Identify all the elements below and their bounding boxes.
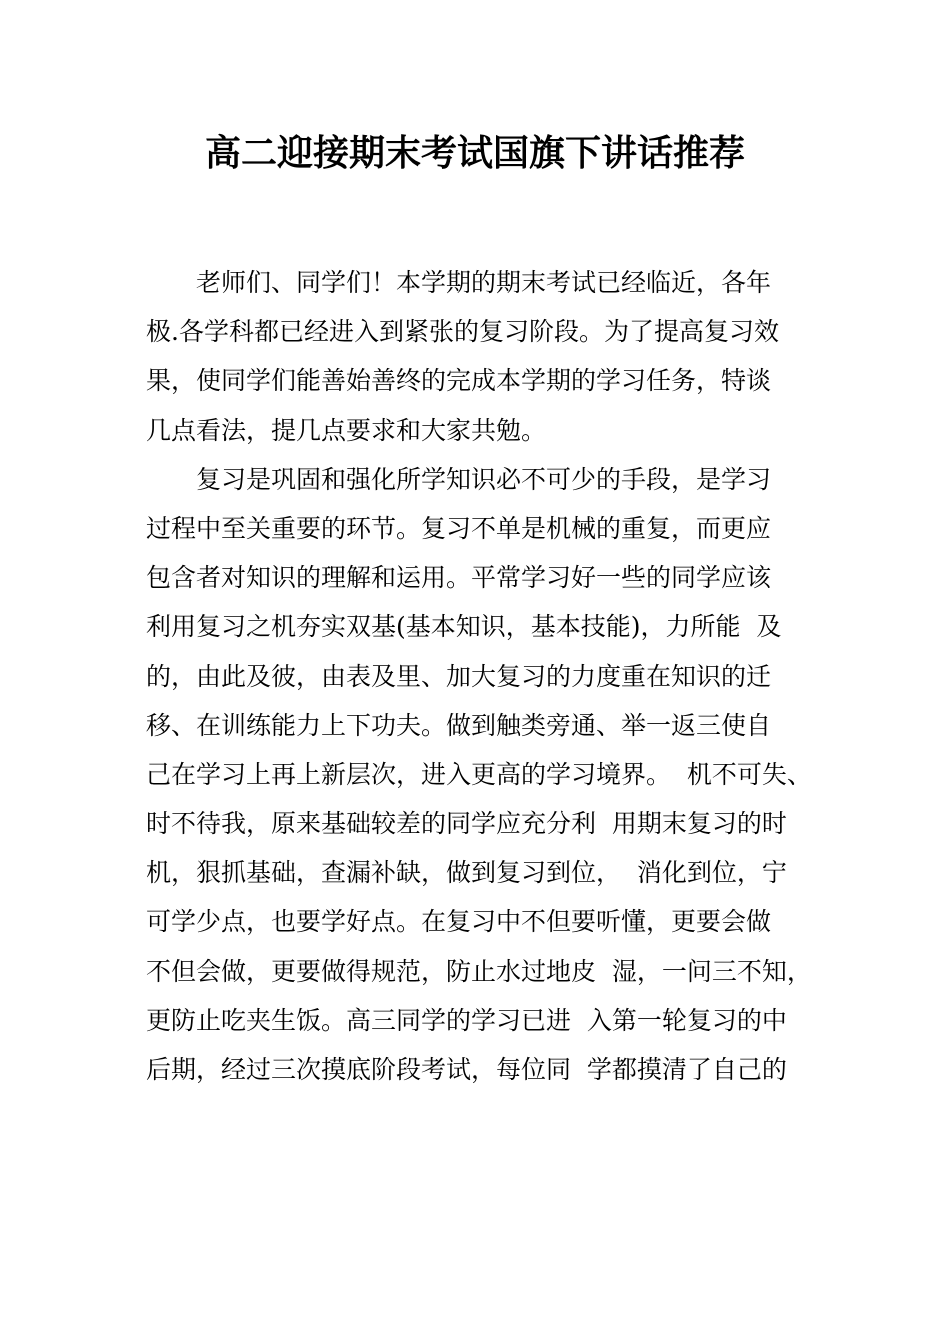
text-line: 的，由此及彼，由表及里、加大复习的力度重在知识的迁 bbox=[146, 661, 772, 691]
text-line: 利用复习之机夯实双基(基本知识，基本技能)，力所能 及 bbox=[146, 612, 782, 642]
text-line: 己在学习上再上新层次，进入更高的学习境界。 机不可失、 bbox=[146, 759, 812, 789]
text-line: 果，使同学们能善始善终的完成本学期的学习任务，特谈 bbox=[146, 366, 772, 396]
text-line: 不但会做，更要做得规范，防止水过地皮 湿，一问三不知， bbox=[146, 956, 812, 986]
text-line: 几点看法，提几点要求和大家共勉。 bbox=[146, 415, 547, 445]
text-line: 老师们、同学们！本学期的期末考试已经临近，各年 bbox=[196, 268, 772, 297]
text-line: 包含者对知识的理解和运用。平常学习好一些的同学应该 bbox=[146, 563, 772, 593]
text-line: 后期，经过三次摸底阶段考试，每位同 学都摸清了自己的 bbox=[146, 1055, 787, 1084]
text-line: 可学少点，也要学好点。在复习中不但要听懂，更要会做 bbox=[146, 907, 772, 937]
text-line: 移、在训练能力上下功夫。做到触类旁通、举一返三使自 bbox=[146, 710, 772, 740]
text-line: 复习是巩固和强化所学知识必不可少的手段，是学习 bbox=[196, 464, 772, 494]
text-line: 时不待我，原来基础较差的同学应充分利 用期末复习的时 bbox=[146, 809, 787, 839]
text-line: 更防止吃夹生饭。高三同学的学习已进 入第一轮复习的中 bbox=[146, 1005, 787, 1035]
document-title: 高二迎接期末考试国旗下讲话推荐 bbox=[204, 132, 745, 174]
text-line: 极.各学科都已经进入到紧张的复习阶段。为了提高复习效 bbox=[146, 317, 779, 347]
text-line: 机，狠抓基础，查漏补缺，做到复习到位， 消化到位，宁 bbox=[146, 858, 787, 888]
text-line: 过程中至关重要的环节。复习不单是机械的重复，而更应 bbox=[146, 513, 772, 543]
document-body bbox=[146, 258, 846, 1094]
